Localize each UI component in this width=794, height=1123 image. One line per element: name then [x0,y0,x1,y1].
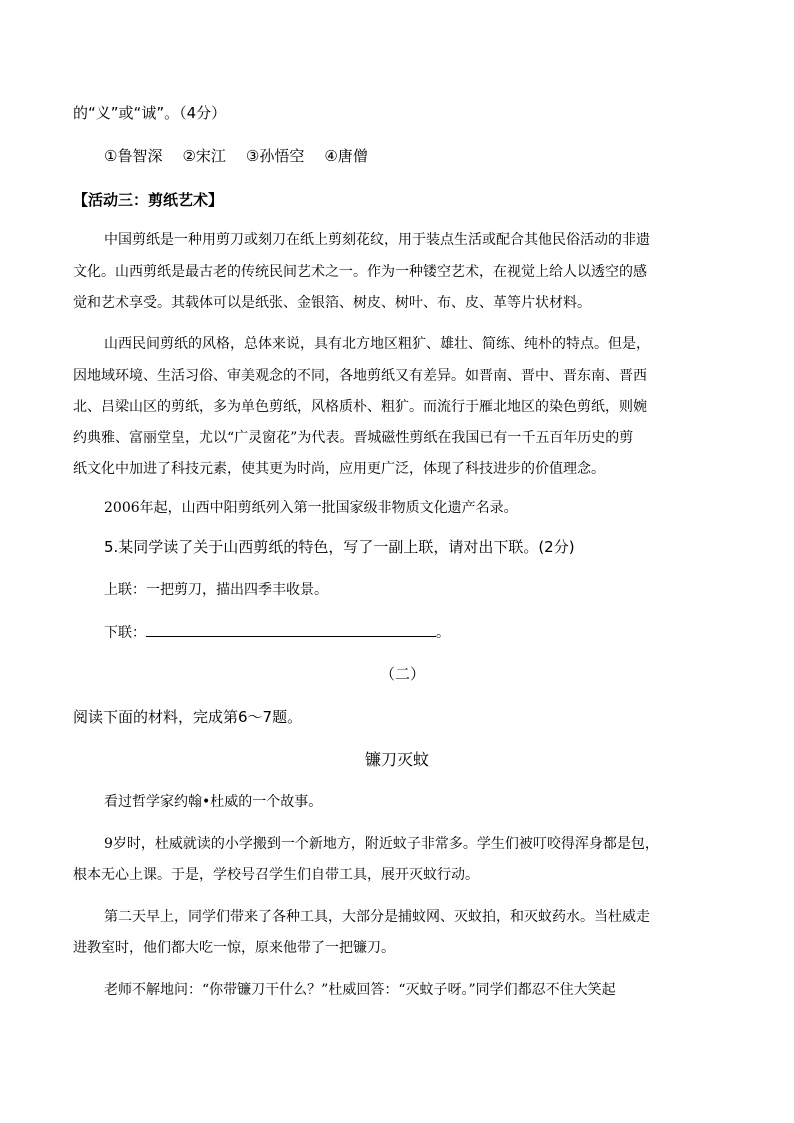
para2-line1: 山西民间剪纸的风格，总体来说，具有北方地区粗犷、雄壮、简练、纯朴的特点。但是， [104,336,650,352]
story-p3-line1: 第二天早上，同学们带来了各种工具，大部分是捕蚊网、灭蚊拍，和灭蚊药水。当杜威走 [104,909,650,925]
para1-line1: 中国剪纸是一种用剪刀或刻刀在纸上剪刻花纹，用于装点生活或配合其他民俗活动的非遗 [104,232,650,248]
story-p2-line1: 9岁时，杜威就读的小学搬到一个新地方，附近蚊子非常多。学生们被叮咬得浑身都是包， [104,836,659,852]
para2-line3: 北、吕梁山区的剪纸，多为单色剪纸，风格质朴、粗犷。而流行于雁北地区的染色剪纸，则婉 [73,399,647,415]
option-1: ①鲁智深 [104,147,163,165]
couplet-lower-label: 下联： [104,625,146,641]
activity-3-heading: 【活动三：剪纸艺术】 [73,191,224,209]
para1-line2: 文化。山西剪纸是最古老的传统民间艺术之一。作为一种镂空艺术，在视觉上给人以透空的感 [73,264,647,280]
question-4-tail: 的“义”或“诚”。（4分） [73,104,227,122]
para3: 2006年起，山西中阳剪纸列入第一批国家级非物质文化遗产名录。 [104,500,518,516]
section-2-heading: （二） [380,665,426,683]
question-5-prompt: 5.某同学读了关于山西剪纸的特色，写了一副上联，请对出下联。(2分) [104,538,575,556]
couplet-lower-end: 。 [436,625,450,641]
para1-line3: 觉和艺术享受。其载体可以是纸张、金银箔、树皮、树叶、布、皮、革等片状材料。 [73,295,591,311]
question-4-options [104,146,388,166]
option-3: ③孙悟空 [245,147,305,165]
option-2: ②宋江 [182,147,226,165]
story-p4-line1: 老师不解地问：“你带镰刀干什么？”杜威回答：“灭蚊子呀。”同学们都忍不住大笑起 [104,982,616,998]
para2-line2: 因地域环境、生活习俗、审美观念的不同，各地剪纸又有差异。如晋南、晋中、晋东南、晋西 [73,368,647,384]
reading-prompt: 阅读下面的材料，完成第6～7题。 [73,708,303,726]
story-p3-line2: 进教室时，他们都大吃一惊，原来他带了一把镰刀。 [73,940,395,956]
answer-blank[interactable] [146,622,436,637]
para2-line4: 约典雅、富丽堂皇，尤以“广灵窗花”为代表。晋城磁性剪纸在我国已有一千五百年历史的剪 [73,430,634,446]
story-title: 镰刀灭蚊 [365,750,430,769]
para2-line5: 纸文化中加进了科技元素，使其更为时尚，应用更广泛，体现了科技进步的价值理念。 [73,461,605,477]
couplet-lower [104,622,450,643]
story-p2-line2: 根本无心上课。于是，学校号召学生们自带工具，展开灭蚊行动。 [73,867,479,883]
couplet-upper: 上联：一把剪刀，描出四季丰收景。 [104,582,328,598]
story-p1: 看过哲学家约翰•杜威的一个故事。 [104,794,323,810]
option-4: ④唐僧 [324,147,368,165]
